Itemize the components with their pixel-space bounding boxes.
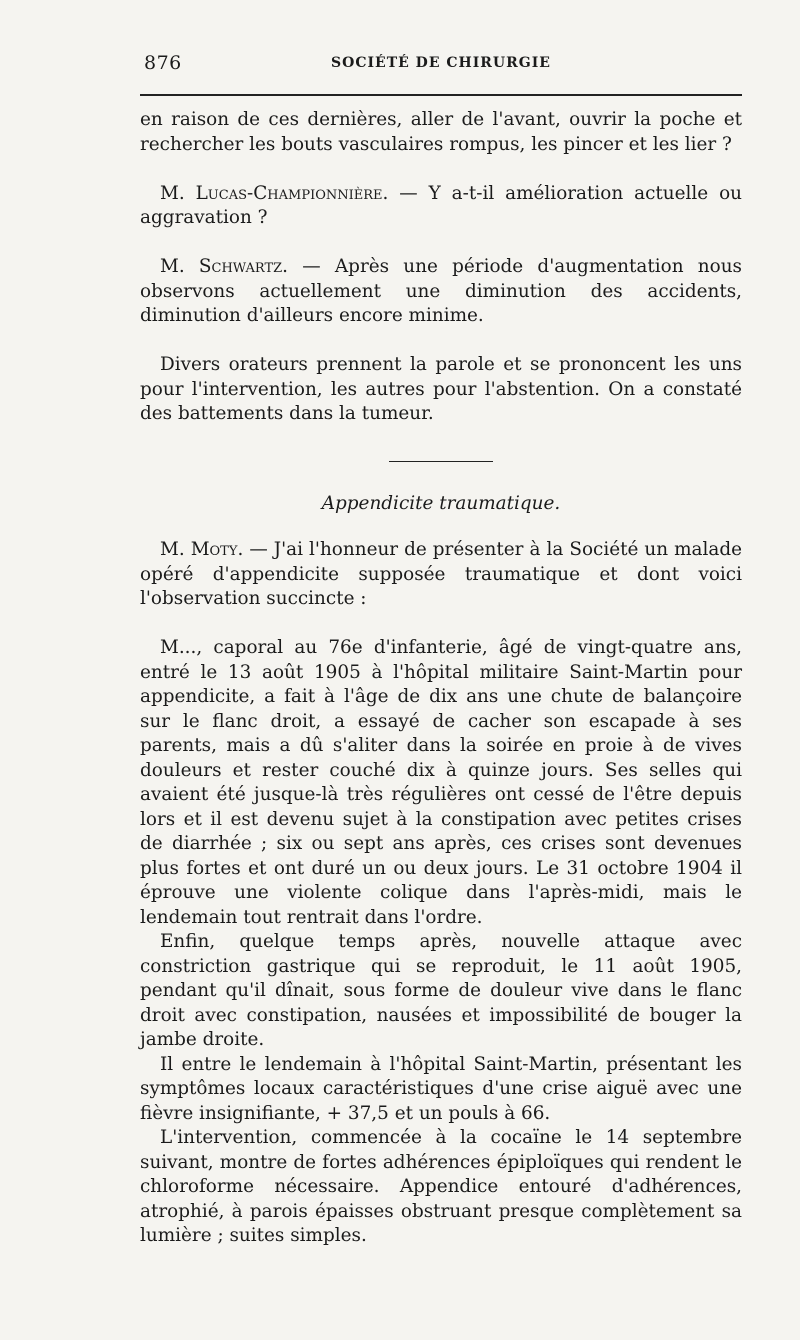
running-title: SOCIÉTÉ DE CHIRURGIE [331,55,551,71]
page-number: 876 [144,52,182,74]
section-title: Appendicite traumatique. [321,492,561,514]
speaker-name: M. Lucas-Championnière. [160,182,389,204]
speaker-name: M. Moty. [160,539,244,560]
speaker-name: M. Schwartz. [160,256,289,277]
observation-paragraph: L'intervention, commencée à la cocaïne le 14 septembre suivant, montre de fortes adhérences épiploïques qui rendent le chloroforme nécessaire. Appendice entouré d'adhérences, atrophié, à parois épaisses obstruant presque complètement sa lumière ; suites simples. [140,1127,742,1246]
observation-paragraph: M..., caporal au 76e d'infanterie, âgé de vingt-quatre ans, entré le 13 août 1905 à l'hôpital militaire Saint-Martin pour appendicite, a fait à l'âge de dix ans une chute de balançoire sur le flanc droit, a essayé de cacher son escapade à ses parents, mais a dû s'aliter dans la soirée en proie à de vives douleurs et rester couché dix à quinze jours. Ses selles qui avaient été jusque-là très régulières ont cessé de l'être depuis lors et il est devenu sujet à la constipation avec petites crises de diarrhée ; six ou sept ans après, ces crises sont devenues plus fortes et ont duré un ou deux jours. Le 31 octobre 1904 il éprouve une violente colique dans l'après-midi, mais le lendemain tout rentrait dans l'ordre. [140,637,742,928]
paragraph-lucas-championniere [140,182,742,231]
page-body [140,108,742,1249]
section-divider [389,461,493,462]
running-head [140,52,742,78]
observation-paragraph: Enfin, quelque temps après, nouvelle attaque avec constriction gastrique qui se reproduit, le 11 août 1905, pendant qu'il dînait, sous forme de douleur vive dans le flanc droit avec constipation, nausées et impossibilité de bouger la jambe droite. [140,931,742,1050]
speech-text: — Y a-t-il amélioration actuelle ou aggravation ? [140,182,742,228]
paragraph-debate: Divers orateurs prennent la parole et se prononcent les uns pour l'intervention, les autres pour l'abstention. On a constaté des battements dans la tumeur. [140,354,742,424]
header-rule [140,94,742,96]
paragraph-moty [140,538,742,612]
speech-text: — J'ai l'honneur de présenter à la Société un malade opéré d'appendicite supposée traumatique et dont voici l'observation succincte : [140,539,742,609]
paragraph-continued: en raison de ces dernières, aller de l'avant, ouvrir la poche et rechercher les bouts vasculaires rompus, les pincer et les lier ? [140,109,742,155]
paragraph-schwartz [140,255,742,329]
observation-paragraph: Il entre le lendemain à l'hôpital Saint-Martin, présentant les symptômes locaux caractéristiques d'une crise aiguë avec une fièvre insignifiante, + 37,5 et un pouls à 66. [140,1053,742,1124]
speech-text: — Après une période d'augmentation nous observons actuellement une diminution des accidents, diminution d'ailleurs encore minime. [140,256,742,326]
